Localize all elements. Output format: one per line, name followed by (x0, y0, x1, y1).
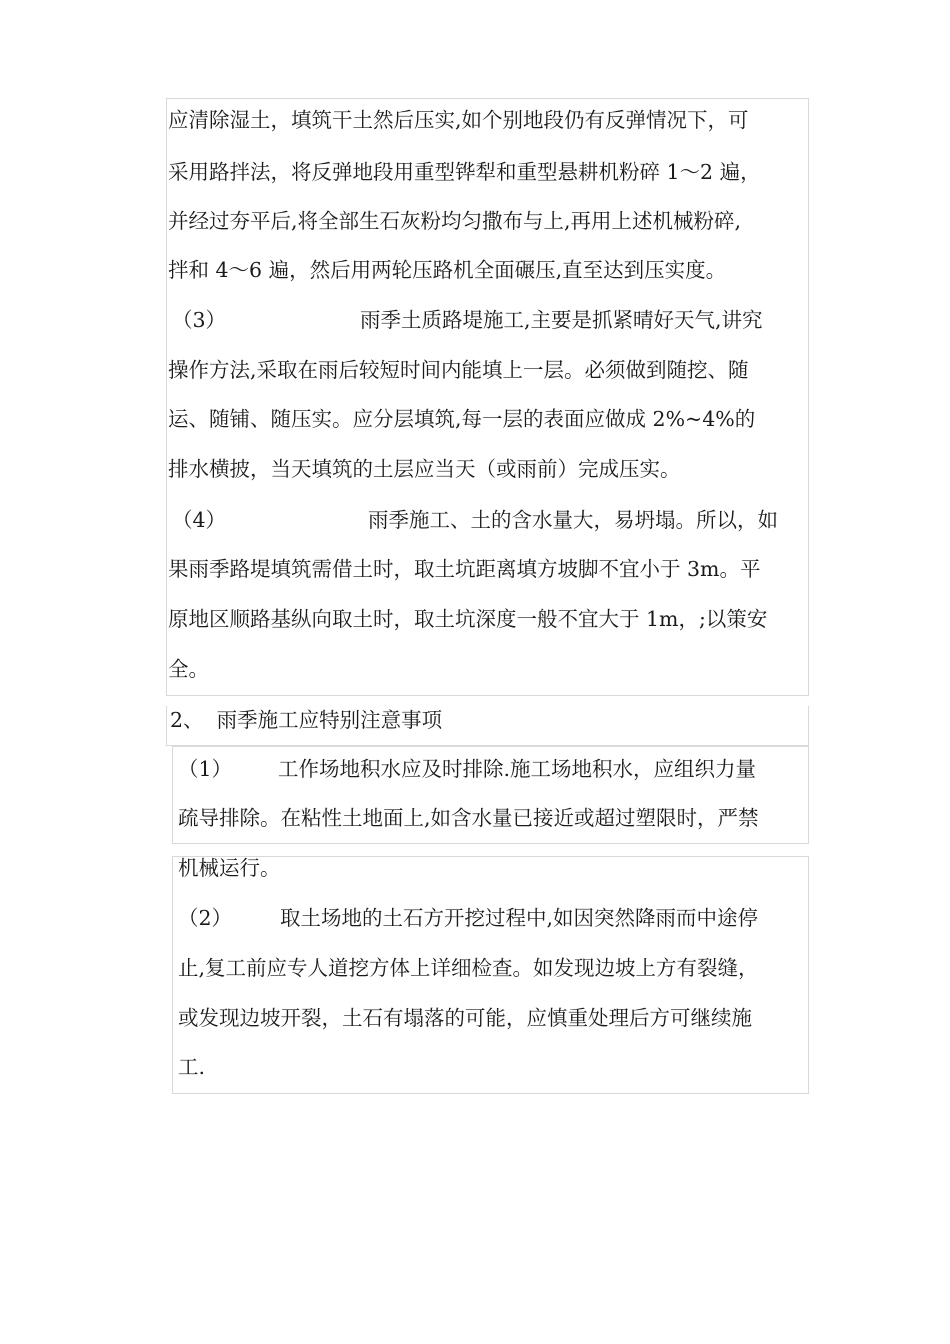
item-number: （1） (178, 757, 233, 781)
paragraph-line: 止,复工前应专人道挖方体上详细检查。如发现边坡上方有裂缝， (178, 956, 759, 980)
item-number: （4） (172, 508, 227, 532)
paragraph-line: 果雨季路堤填筑需借土时，取土坑距离填方坡脚不宜小于 3m。平 (168, 557, 761, 581)
paragraph-line: 取土场地的土石方开挖过程中,如因突然降雨而中途停 (280, 906, 759, 930)
paragraph-line: 应清除湿土，填筑干土然后压实,如个别地段仍有反弹情况下，可 (168, 108, 749, 132)
paragraph-line: 操作方法,采取在雨后较短时间内能填上一层。必须做到随挖、随 (168, 358, 749, 382)
paragraph-line: 运、随铺、随压实。应分层填筑,每一层的表面应做成 2%~4%的 (168, 407, 756, 431)
paragraph-line: 疏导排除。在粘性土地面上,如含水量已接近或超过塑限时，严禁 (178, 806, 759, 830)
paragraph-line: 采用路拌法，将反弹地段用重型铧犁和重型悬耕机粉碎 1～2 遍， (168, 160, 761, 184)
paragraph-line: 原地区顺路基纵向取土时，取土坑深度一般不宜大于 1m，;以策安 (168, 607, 768, 631)
paragraph-line: 或发现边坡开裂，土石有塌落的可能，应慎重处理后方可继续施 (178, 1006, 752, 1030)
paragraph-line: 雨季土质路堤施工,主要是抓紧晴好天气,讲究 (360, 308, 763, 332)
paragraph-line: 工作场地积水应及时排除.施工场地积水，应组织力量 (278, 757, 757, 781)
paragraph-line: 排水横披，当天填筑的土层应当天（或雨前）完成压实。 (168, 457, 681, 481)
item-number: （3） (172, 308, 227, 332)
paragraph-line: 全。 (168, 657, 209, 681)
item-number: （2） (178, 906, 233, 930)
paragraph-line: 工. (178, 1055, 206, 1079)
section-heading: 2、 雨季施工应特别注意事项 (170, 708, 443, 732)
paragraph-line: 机械运行。 (178, 856, 281, 880)
paragraph-line: 雨季施工、土的含水量大，易坍塌。所以，如 (368, 508, 778, 532)
paragraph-line: 拌和 4～6 遍，然后用两轮压路机全面碾压,直至达到压实度。 (168, 258, 727, 282)
paragraph-line: 并经过夯平后,将全部生石灰粉均匀撒布与上,再用上述机械粉碎, (168, 209, 742, 233)
